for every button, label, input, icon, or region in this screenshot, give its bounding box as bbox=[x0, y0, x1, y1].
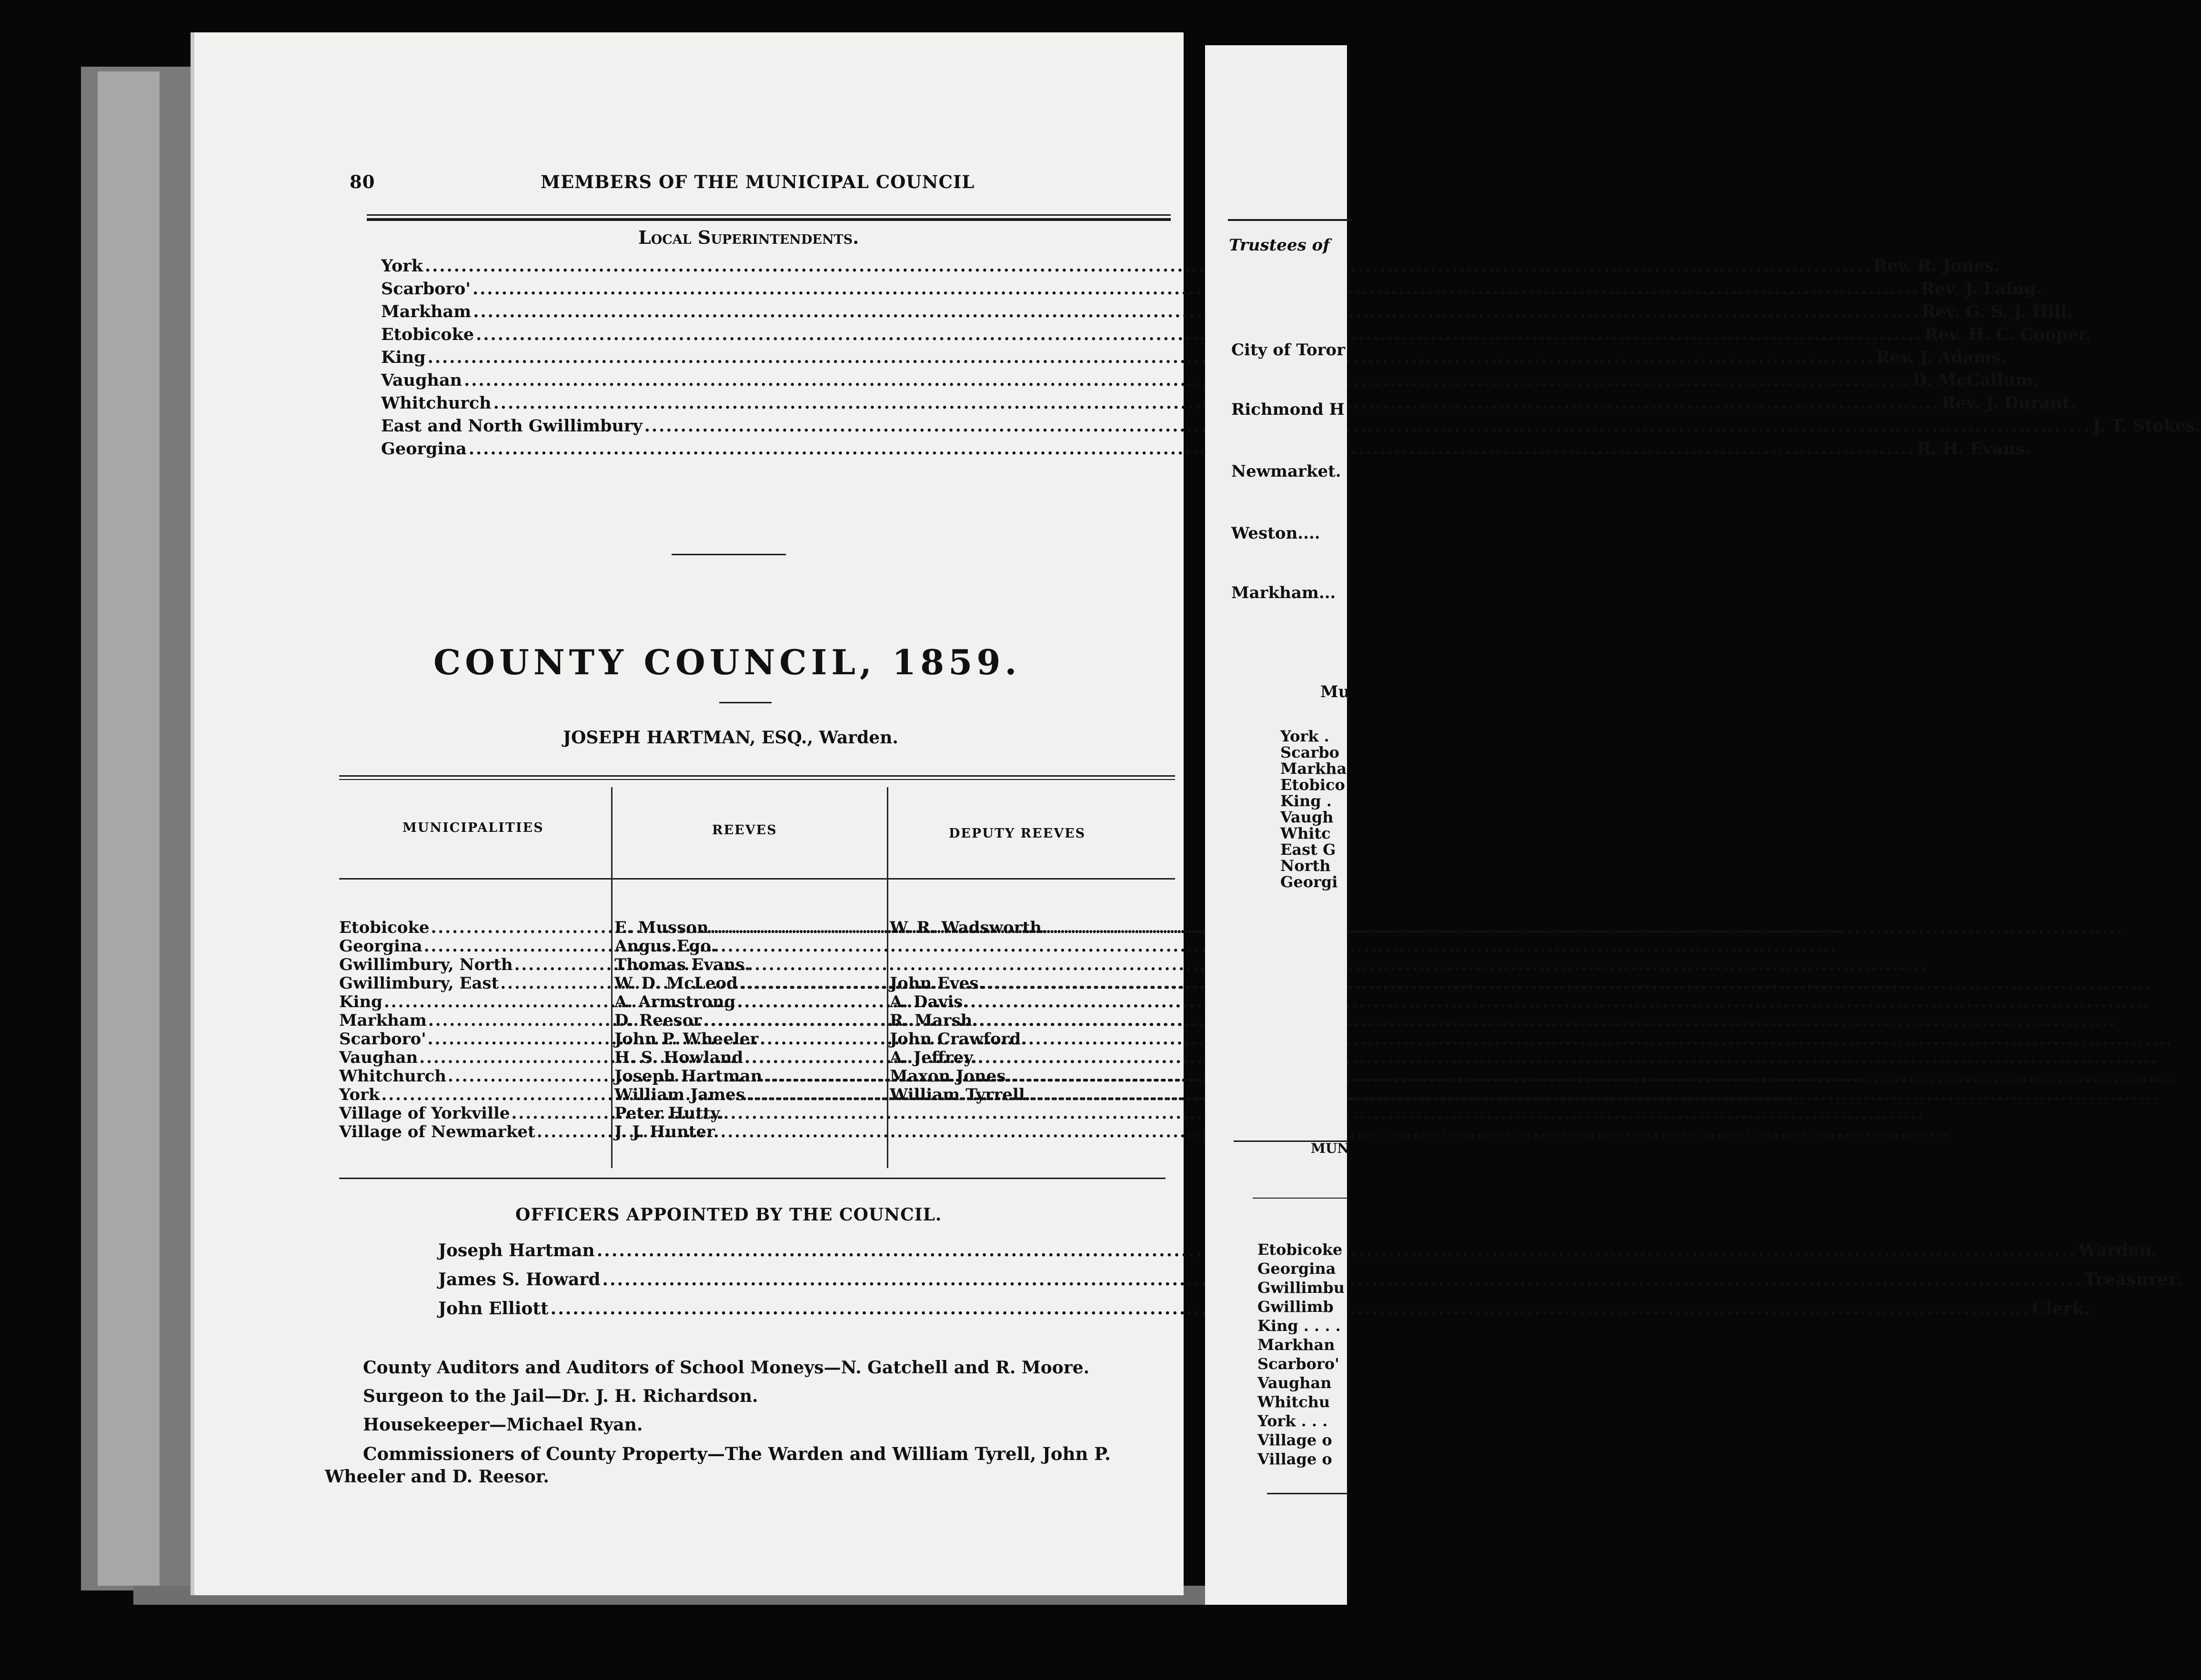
superintendent-row bbox=[381, 256, 2000, 276]
table-cell-municipality bbox=[339, 918, 610, 937]
table-cell-deputy: Maxon Jones. bbox=[890, 1067, 1012, 1086]
right-page-list-item: Georgi bbox=[1280, 873, 1338, 891]
table-cell-municipality bbox=[339, 1104, 610, 1123]
table-cell-reeve bbox=[614, 1011, 885, 1030]
table-header-rule bbox=[339, 878, 1175, 880]
dot-leader bbox=[476, 325, 1922, 344]
table-top-rule bbox=[339, 775, 1175, 777]
dot-leader bbox=[425, 256, 1871, 276]
municipality-name: Gwillimbury, East bbox=[339, 974, 499, 993]
table-cell-reeve bbox=[614, 1048, 885, 1067]
column-header-deputy-reeves: DEPUTY REEVES bbox=[949, 826, 1086, 841]
right-page-list-item: Gwillimb bbox=[1257, 1298, 1334, 1316]
right-page-list-item: North bbox=[1280, 857, 1331, 875]
superintendent-name: Rev. R. Jones. bbox=[1873, 256, 2000, 276]
right-page-heading: Trustees of bbox=[1229, 236, 1330, 255]
superintendent-row bbox=[381, 439, 2030, 459]
reeve-name: W. D. McLeod bbox=[614, 974, 738, 993]
commissioners-text-line1: Commissioners of County Property—The Warden and William Tyrell, John P. bbox=[363, 1443, 1111, 1464]
superintendent-row bbox=[381, 370, 2039, 390]
municipality-name: Scarboro' bbox=[339, 1030, 426, 1049]
superintendent-place: Georgina bbox=[381, 439, 467, 459]
book-spine-inner bbox=[98, 71, 160, 1586]
right-page-list-item: Scarboro' bbox=[1257, 1355, 1339, 1373]
dot-leader bbox=[469, 439, 1915, 459]
superintendent-place: Whitchurch bbox=[381, 393, 492, 413]
right-rule-2 bbox=[1253, 1198, 1348, 1199]
table-cell-municipality bbox=[339, 1085, 610, 1104]
table-cell-reeve bbox=[614, 1085, 885, 1104]
superintendent-row bbox=[381, 302, 2073, 321]
right-page-list-item: York . bbox=[1280, 727, 1329, 745]
table-cell-deputy: John Eves. bbox=[890, 974, 985, 993]
warden-line: JOSEPH HARTMAN, ESQ., Warden. bbox=[563, 728, 898, 748]
auditors-text: County Auditors and Auditors of School Moneys—N. Gatchell and R. Moore. bbox=[363, 1358, 1090, 1378]
housekeeper-text: Housekeeper—Michael Ryan. bbox=[363, 1415, 643, 1435]
right-page-list-item: Village o bbox=[1257, 1431, 1332, 1449]
table-cell-reeve bbox=[614, 955, 885, 974]
reeve-name: Peter Hutty. bbox=[614, 1104, 724, 1123]
superintendent-place: Vaughan bbox=[381, 370, 462, 390]
municipality-name: Vaughan bbox=[339, 1048, 418, 1067]
commissioners-text-line2: Wheeler and D. Reesor. bbox=[325, 1467, 549, 1487]
reeve-name: A. Armstrong bbox=[614, 992, 736, 1011]
reeve-name: D. Reesor bbox=[614, 1011, 702, 1030]
right-page-place: Newmarket. bbox=[1231, 462, 1341, 481]
right-page-list-item: York . . . bbox=[1257, 1412, 1328, 1430]
table-cell-reeve bbox=[614, 992, 885, 1011]
right-page-list-item: Vaughan bbox=[1257, 1374, 1332, 1392]
column-header-reeves: REEVES bbox=[712, 823, 777, 838]
right-page-list-item: Etobicoke bbox=[1257, 1240, 1343, 1259]
table-cell-reeve bbox=[614, 1122, 885, 1141]
running-title: MEMBERS OF THE MUNICIPAL COUNCIL bbox=[541, 171, 975, 192]
superintendent-row bbox=[381, 279, 2042, 299]
right-page-list-item: King . . . . bbox=[1257, 1317, 1341, 1335]
superintendent-name: Rev. H. C. Cooper. bbox=[1924, 325, 2091, 344]
right-page-list-item: Scarbo bbox=[1280, 743, 1339, 761]
table-cell-reeve bbox=[614, 1067, 885, 1086]
dot-leader bbox=[464, 370, 1910, 390]
officer-name: John Elliott bbox=[438, 1299, 549, 1319]
superintendent-place: King bbox=[381, 348, 426, 367]
table-cell-deputy: A. Jeffrey. bbox=[890, 1048, 977, 1067]
officer-title: Treasurer. bbox=[2084, 1270, 2182, 1290]
dot-leader bbox=[473, 302, 1920, 321]
municipality-name: York bbox=[339, 1085, 380, 1104]
reeve-name: Thomas Evans. bbox=[614, 955, 751, 974]
municipality-name: Village of Newmarket bbox=[339, 1122, 535, 1141]
right-page-list-item: Whitc bbox=[1280, 824, 1331, 842]
county-council-title: COUNTY COUNCIL, 1859. bbox=[433, 642, 1021, 682]
table-cell-municipality bbox=[339, 937, 610, 956]
municipality-name: Georgina bbox=[339, 937, 422, 956]
municipality-name: Whitchurch bbox=[339, 1067, 447, 1086]
surgeon-text: Surgeon to the Jail—Dr. J. H. Richardson. bbox=[363, 1386, 758, 1406]
section-divider bbox=[672, 554, 786, 555]
right-page-list-item: Markhan bbox=[1257, 1336, 1335, 1354]
table-cell-deputy: William Tyrrell. bbox=[890, 1085, 1031, 1104]
table-cell-reeve bbox=[614, 937, 885, 956]
superintendent-name: J. T. Stokes. bbox=[2092, 416, 2201, 436]
reeve-name: J. J. Hunter. bbox=[614, 1122, 719, 1141]
table-cell-reeve bbox=[614, 918, 885, 937]
table-cell-municipality bbox=[339, 1122, 610, 1141]
table-cell-municipality bbox=[339, 992, 610, 1011]
table-cell-reeve bbox=[614, 1030, 885, 1049]
superintendent-place: Markham bbox=[381, 302, 472, 321]
header-rule-thin bbox=[367, 214, 1171, 216]
municipality-name: Village of Yorkville bbox=[339, 1104, 510, 1123]
right-page-place: Weston.... bbox=[1231, 524, 1320, 543]
dot-leader bbox=[428, 348, 1874, 367]
reeve-name: Angus Ego. bbox=[614, 937, 717, 956]
local-superintendents-heading: Local Superintendents. bbox=[638, 227, 859, 248]
reeve-name: John P. Wheeler bbox=[614, 1030, 759, 1049]
table-cell-municipality bbox=[339, 1011, 610, 1030]
municipality-name: King bbox=[339, 992, 382, 1011]
officers-heading: OFFICERS APPOINTED BY THE COUNCIL. bbox=[515, 1205, 942, 1225]
dot-leader bbox=[644, 416, 2091, 436]
right-section-label-2: MUN bbox=[1311, 1140, 1350, 1156]
right-page-list-item: Markha bbox=[1280, 760, 1347, 778]
municipality-name: Markham bbox=[339, 1011, 427, 1030]
municipality-name: Etobicoke bbox=[339, 918, 430, 937]
superintendent-place: Scarboro' bbox=[381, 279, 471, 299]
officer-title: Clerk. bbox=[2032, 1299, 2090, 1319]
superintendent-place: York bbox=[381, 256, 423, 276]
header-rule-thick bbox=[367, 218, 1171, 221]
table-cell-municipality bbox=[339, 1048, 610, 1067]
superintendent-row bbox=[381, 325, 2091, 344]
officer-title: Warden. bbox=[2078, 1240, 2158, 1260]
title-underline bbox=[719, 702, 772, 703]
superintendent-name: Rev. G. S. J. Hill. bbox=[1921, 302, 2073, 321]
superintendent-name: Rev. J. Durant. bbox=[1941, 393, 2076, 413]
page-number: 80 bbox=[350, 171, 375, 192]
right-page-list-item: King . bbox=[1280, 792, 1332, 810]
officer-name: Joseph Hartman bbox=[438, 1240, 595, 1260]
municipality-name: Gwillimbury, North bbox=[339, 955, 513, 974]
dot-leader bbox=[472, 279, 1919, 299]
table-bottom-rule bbox=[339, 1178, 1166, 1179]
right-header-rule bbox=[1228, 219, 1352, 221]
reeve-name: H. S. Howland bbox=[614, 1048, 744, 1067]
table-cell-municipality bbox=[339, 1067, 610, 1086]
column-header-municipalities: MUNICIPALITIES bbox=[402, 820, 544, 835]
officer-name: James S. Howard bbox=[438, 1270, 601, 1290]
table-cell-deputy: John Crawford. bbox=[890, 1030, 1027, 1049]
superintendent-name: Rev. J. Adams. bbox=[1876, 348, 2007, 367]
table-cell-deputy: A. Davis. bbox=[890, 992, 969, 1011]
right-page-list-item: Etobico bbox=[1280, 776, 1345, 794]
table-cell-deputy: W. R. Wadsworth. bbox=[890, 918, 1047, 937]
right-page-list-item: Georgina bbox=[1257, 1260, 1336, 1278]
right-page-place: Richmond H bbox=[1231, 400, 1345, 419]
superintendent-place: East and North Gwillimbury bbox=[381, 416, 643, 436]
right-section-label: Mu bbox=[1320, 682, 1350, 701]
reeve-name: Joseph Hartman bbox=[614, 1067, 763, 1086]
table-cell-municipality bbox=[339, 955, 610, 974]
right-rule-3 bbox=[1267, 1493, 1348, 1494]
superintendent-name: R. H. Evans. bbox=[1917, 439, 2030, 459]
right-page-list-item: East G bbox=[1280, 840, 1336, 859]
table-cell-deputy: R. Marsh. bbox=[890, 1011, 978, 1030]
reeve-name: E. Musson bbox=[614, 918, 709, 937]
table-cell-reeve bbox=[614, 1104, 885, 1123]
right-page-place: City of Toror bbox=[1231, 340, 1345, 360]
right-page-list-item: Gwillimbu bbox=[1257, 1279, 1345, 1297]
table-top-rule-2 bbox=[339, 779, 1175, 780]
right-page-place: Markham... bbox=[1231, 583, 1336, 602]
superintendent-row bbox=[381, 416, 2201, 436]
right-page bbox=[1205, 45, 1350, 1605]
superintendent-name: D. McCallum. bbox=[1912, 370, 2039, 390]
superintendent-place: Etobicoke bbox=[381, 325, 474, 344]
right-page-list-item: Whitchu bbox=[1257, 1393, 1330, 1411]
table-cell-municipality bbox=[339, 1030, 610, 1049]
reeve-name: William James bbox=[614, 1085, 745, 1104]
table-cell-municipality bbox=[339, 974, 610, 993]
superintendent-name: Rev. J. Laing. bbox=[1921, 279, 2042, 299]
right-page-list-item: Vaugh bbox=[1280, 808, 1334, 826]
table-cell-reeve bbox=[614, 974, 885, 993]
right-page-list-item: Village o bbox=[1257, 1450, 1332, 1468]
